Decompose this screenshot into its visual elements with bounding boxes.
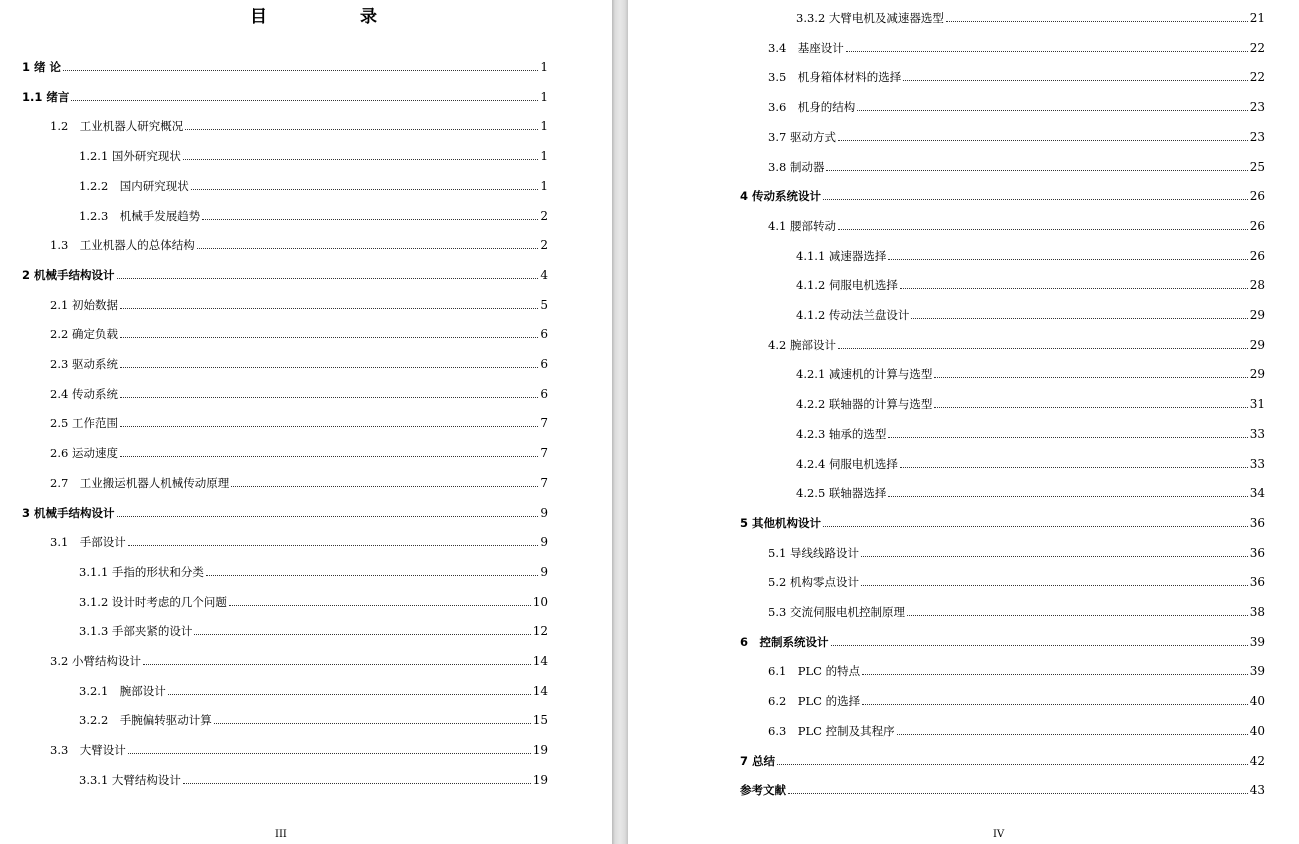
dot-leader	[838, 228, 1248, 230]
toc-entry-page: 26	[1249, 189, 1265, 204]
toc-entry-page: 14	[532, 654, 548, 668]
dot-leader	[777, 763, 1248, 765]
toc-entry-page: 1	[540, 149, 548, 164]
toc-entry-label: 3.1.1 手指的形状和分类	[79, 564, 204, 579]
dot-leader	[120, 425, 538, 427]
toc-entry-page: 7	[540, 416, 548, 431]
toc-entry-page: 36	[1249, 575, 1265, 590]
toc-title: 目 录	[250, 7, 415, 27]
toc-entry[interactable]	[79, 563, 548, 581]
toc-entry-label: 7 总结	[740, 753, 776, 768]
toc-entry-label: 4.1 腰部转动	[768, 218, 836, 233]
dot-leader	[168, 693, 531, 695]
toc-entry[interactable]	[768, 128, 1265, 146]
toc-entry[interactable]	[50, 444, 548, 462]
toc-entry-label: 4.1.2 传动法兰盘设计	[796, 308, 910, 322]
toc-entry-page: 1	[540, 178, 548, 193]
toc-entry-label: 3.7 驱动方式	[768, 129, 836, 144]
toc-entry-label: 2.3 驱动系统	[50, 357, 118, 371]
right-page	[628, 0, 1299, 844]
dot-leader	[788, 792, 1248, 794]
dot-leader	[903, 79, 1247, 81]
toc-entry-label: 5.3 交流伺服电机控制原理	[768, 605, 905, 619]
toc-entry-page: 6	[540, 357, 548, 371]
toc-entry-label: 1.2.1 国外研究现状	[79, 149, 181, 164]
toc-entry-label: 2.5 工作范围	[50, 416, 118, 431]
toc-entry-label: 3.3.2 大臂电机及减速器选型	[796, 11, 944, 25]
toc-entry-page: 22	[1249, 70, 1265, 85]
dot-leader	[183, 782, 531, 784]
toc-entry[interactable]	[740, 633, 1265, 651]
toc-entry-label: 3.8 制动器	[768, 159, 825, 174]
toc-entry-label: 1 绪 论	[22, 60, 62, 74]
toc-entry[interactable]	[79, 711, 548, 729]
dot-leader	[823, 198, 1248, 200]
page-gutter	[612, 0, 628, 844]
toc-entry-label: 2.6 运动速度	[50, 446, 118, 461]
toc-entry-label: 5.2 机构零点设计	[768, 575, 859, 590]
toc-entry[interactable]	[768, 603, 1265, 621]
toc-entry[interactable]	[79, 147, 548, 165]
dot-leader	[229, 604, 531, 606]
toc-entry-label: 3.2 小臂结构设计	[50, 654, 141, 668]
dot-leader	[946, 20, 1248, 22]
toc-entry[interactable]	[50, 474, 548, 492]
toc-entry-page: 6	[540, 327, 548, 342]
toc-entry-page: 7	[540, 475, 548, 490]
toc-entry[interactable]	[22, 58, 548, 76]
toc-entry[interactable]	[768, 158, 1265, 176]
toc-entry-page: 36	[1249, 545, 1265, 560]
toc-entry-label: 3.5 机身箱体材料的选择	[768, 70, 902, 85]
toc-entry-page: 15	[532, 713, 548, 728]
dot-leader	[831, 644, 1248, 646]
dot-leader	[231, 485, 538, 487]
toc-entry[interactable]	[796, 455, 1265, 473]
dot-leader	[183, 158, 538, 160]
toc-entry-label: 2.1 初始数据	[50, 297, 118, 312]
toc-entry[interactable]	[50, 741, 548, 759]
toc-entry-page: 14	[532, 683, 548, 698]
toc-entry-label: 3.3 大臂设计	[50, 743, 126, 758]
toc-entry[interactable]	[768, 662, 1265, 680]
toc-entry-label: 3.4 基座设计	[768, 40, 844, 55]
toc-entry[interactable]	[79, 207, 548, 225]
toc-entry[interactable]	[50, 414, 548, 432]
dot-leader	[846, 50, 1248, 52]
toc-entry-label: 4.2.2 联轴器的计算与选型	[796, 397, 933, 412]
toc-entry-label: 4.2 腕部设计	[768, 337, 836, 352]
toc-entry-page: 31	[1249, 397, 1265, 412]
dot-leader	[143, 663, 531, 665]
toc-entry[interactable]	[740, 752, 1265, 770]
toc-entry-page: 33	[1249, 456, 1265, 471]
dot-leader	[117, 515, 539, 517]
dot-leader	[897, 733, 1248, 735]
toc-entry[interactable]	[768, 722, 1265, 740]
toc-entry[interactable]	[50, 296, 548, 314]
toc-entry[interactable]	[50, 117, 548, 135]
toc-entry-label: 3.1.3 手部夹紧的设计	[79, 624, 193, 639]
toc-entry-label: 2.2 确定负载	[50, 327, 118, 342]
toc-entry[interactable]	[79, 622, 548, 640]
toc-entry-page: 1	[540, 89, 548, 104]
dot-leader	[128, 752, 531, 754]
toc-entry[interactable]	[796, 484, 1265, 502]
toc-entry-label: 参考文献	[740, 783, 786, 798]
toc-entry-label: 5 其他机构设计	[740, 515, 822, 530]
toc-entry[interactable]	[50, 236, 548, 254]
dot-leader	[857, 109, 1247, 111]
dot-leader	[185, 128, 538, 130]
dot-leader	[900, 466, 1248, 468]
dot-leader	[862, 703, 1248, 705]
page-number-left: III	[275, 829, 287, 840]
dot-leader	[911, 317, 1247, 319]
left-page	[0, 0, 612, 844]
dot-leader	[934, 376, 1247, 378]
dot-leader	[861, 584, 1248, 586]
toc-entry[interactable]	[50, 385, 548, 403]
toc-entry-page: 12	[532, 624, 548, 639]
toc-entry-page: 29	[1249, 367, 1265, 382]
dot-leader	[117, 277, 539, 279]
toc-entry-label: 3.2.2 手腕偏转驱动计算	[79, 713, 212, 728]
toc-entry[interactable]	[50, 652, 548, 670]
toc-entry-label: 6 控制系统设计	[740, 634, 829, 649]
toc-entry[interactable]	[796, 395, 1265, 413]
dot-leader	[888, 258, 1247, 260]
toc-entry-page: 7	[540, 446, 548, 461]
toc-entry-label: 3 机械手结构设计	[22, 505, 115, 520]
toc-entry[interactable]	[796, 9, 1265, 27]
dot-leader	[838, 139, 1248, 141]
toc-entry-page: 10	[532, 594, 548, 609]
toc-entry-page: 43	[1249, 783, 1265, 798]
dot-leader	[120, 336, 538, 338]
toc-entry[interactable]	[768, 544, 1265, 562]
toc-entry[interactable]	[79, 682, 548, 700]
toc-entry[interactable]	[740, 187, 1265, 205]
toc-entry-page: 38	[1249, 605, 1265, 619]
toc-entry[interactable]	[50, 325, 548, 343]
toc-entry-page: 40	[1249, 694, 1265, 709]
toc-entry-label: 4.2.3 轴承的选型	[796, 426, 887, 441]
page-number-right: IV	[993, 829, 1005, 840]
toc-entry[interactable]	[768, 68, 1265, 86]
toc-entry[interactable]	[22, 88, 548, 106]
dot-leader	[191, 188, 539, 190]
toc-entry-label: 1.2 工业机器人研究概况	[50, 119, 184, 134]
dot-leader	[888, 495, 1247, 497]
toc-entry[interactable]	[740, 514, 1265, 532]
toc-entry-page: 1	[540, 119, 548, 134]
toc-entry[interactable]	[796, 365, 1265, 383]
toc-entry[interactable]	[768, 217, 1265, 235]
toc-entry-page: 40	[1249, 723, 1265, 738]
toc-entry-page: 5	[540, 297, 548, 312]
dot-leader	[194, 633, 530, 635]
toc-entry-page: 33	[1249, 426, 1265, 441]
toc-entry[interactable]	[79, 593, 548, 611]
toc-entry-label: 1.3 工业机器人的总体结构	[50, 238, 195, 253]
toc-entry-label: 6.2 PLC 的选择	[768, 694, 861, 709]
toc-entry-label: 3.6 机身的结构	[768, 100, 856, 115]
dot-leader	[63, 69, 538, 71]
dot-leader	[862, 673, 1248, 675]
toc-entry-label: 4.2.4 伺服电机选择	[796, 456, 898, 471]
toc-entry-label: 1.2.2 国内研究现状	[79, 178, 189, 193]
toc-entry-page: 29	[1249, 308, 1265, 322]
toc-entry-label: 1.2.3 机械手发展趋势	[79, 208, 201, 223]
toc-entry-page: 26	[1249, 248, 1265, 263]
dot-leader	[934, 406, 1247, 408]
toc-entry-page: 36	[1249, 515, 1265, 530]
toc-entry-page: 4	[540, 267, 548, 282]
dot-leader	[128, 544, 539, 546]
dot-leader	[120, 455, 538, 457]
dot-leader	[71, 99, 538, 101]
dot-leader	[861, 555, 1248, 557]
toc-entry-page: 34	[1249, 486, 1265, 501]
dot-leader	[838, 347, 1248, 349]
toc-entry-page: 6	[540, 386, 548, 401]
toc-entry-label: 3.3.1 大臂结构设计	[79, 772, 181, 787]
dot-leader	[823, 525, 1248, 527]
toc-entry-label: 2.4 传动系统	[50, 386, 118, 401]
dot-leader	[214, 722, 531, 724]
toc-entry-page: 39	[1249, 634, 1265, 649]
toc-entry-label: 4 传动系统设计	[740, 189, 822, 204]
toc-entry-label: 5.1 导线线路设计	[768, 545, 859, 560]
toc-entry-label: 3.1 手部设计	[50, 535, 126, 550]
toc-entry-label: 3.1.2 设计时考虑的几个问题	[79, 594, 227, 609]
dot-leader	[120, 366, 538, 368]
toc-entry-page: 2	[540, 238, 548, 253]
toc-entry[interactable]	[740, 781, 1265, 799]
dot-leader	[197, 247, 539, 249]
toc-entry[interactable]	[768, 336, 1265, 354]
toc-entry-label: 4.1.2 伺服电机选择	[796, 278, 898, 293]
toc-entry-page: 23	[1249, 100, 1265, 115]
toc-entry-page: 28	[1249, 278, 1265, 293]
toc-entry[interactable]	[79, 177, 548, 195]
dot-leader	[120, 307, 538, 309]
dot-leader	[202, 218, 538, 220]
toc-entry[interactable]	[768, 692, 1265, 710]
toc-entry[interactable]	[768, 98, 1265, 116]
dot-leader	[120, 396, 538, 398]
toc-entry-page: 39	[1249, 664, 1265, 679]
toc-entry-page: 26	[1249, 218, 1265, 233]
toc-entry-page: 21	[1249, 11, 1265, 25]
dot-leader	[900, 287, 1248, 289]
toc-entry-page: 19	[532, 743, 548, 758]
toc-entry[interactable]	[22, 504, 548, 522]
toc-entry[interactable]	[50, 355, 548, 373]
toc-entry-page: 19	[532, 772, 548, 787]
toc-entry-page: 1	[540, 60, 548, 74]
toc-entry-label: 1.1 绪言	[22, 89, 70, 104]
toc-entry[interactable]	[796, 247, 1265, 265]
toc-entry-label: 3.2.1 腕部设计	[79, 683, 166, 698]
toc-entry-label: 4.2.5 联轴器选择	[796, 486, 887, 501]
toc-entry-label: 4.1.1 减速器选择	[796, 248, 887, 263]
toc-entry-page: 9	[540, 505, 548, 520]
toc-entry-page: 22	[1249, 40, 1265, 55]
toc-entry[interactable]	[768, 573, 1265, 591]
dot-leader	[206, 574, 538, 576]
toc-entry[interactable]	[796, 276, 1265, 294]
toc-entry-page: 9	[540, 564, 548, 579]
toc-entry-page: 25	[1249, 159, 1265, 174]
toc-entry-label: 2.7 工业搬运机器人机械传动原理	[50, 475, 230, 490]
toc-entry[interactable]	[796, 306, 1265, 324]
toc-entry-label: 6.3 PLC 控制及其程序	[768, 723, 895, 738]
toc-entry-page: 2	[540, 208, 548, 223]
toc-entry-page: 42	[1249, 753, 1265, 768]
toc-entry[interactable]	[22, 266, 548, 284]
toc-entry-label: 4.2.1 减速机的计算与选型	[796, 367, 933, 382]
dot-leader	[888, 436, 1247, 438]
dot-leader	[826, 169, 1247, 171]
toc-entry[interactable]	[50, 533, 548, 551]
toc-entry-label: 6.1 PLC 的特点	[768, 664, 861, 679]
toc-entry-page: 9	[540, 535, 548, 550]
toc-entry-page: 23	[1249, 129, 1265, 144]
toc-entry[interactable]	[768, 39, 1265, 57]
dot-leader	[907, 614, 1248, 616]
toc-entry-label: 2 机械手结构设计	[22, 267, 115, 282]
toc-entry-page: 29	[1249, 337, 1265, 352]
toc-entry[interactable]	[796, 425, 1265, 443]
toc-entry[interactable]	[79, 771, 548, 789]
